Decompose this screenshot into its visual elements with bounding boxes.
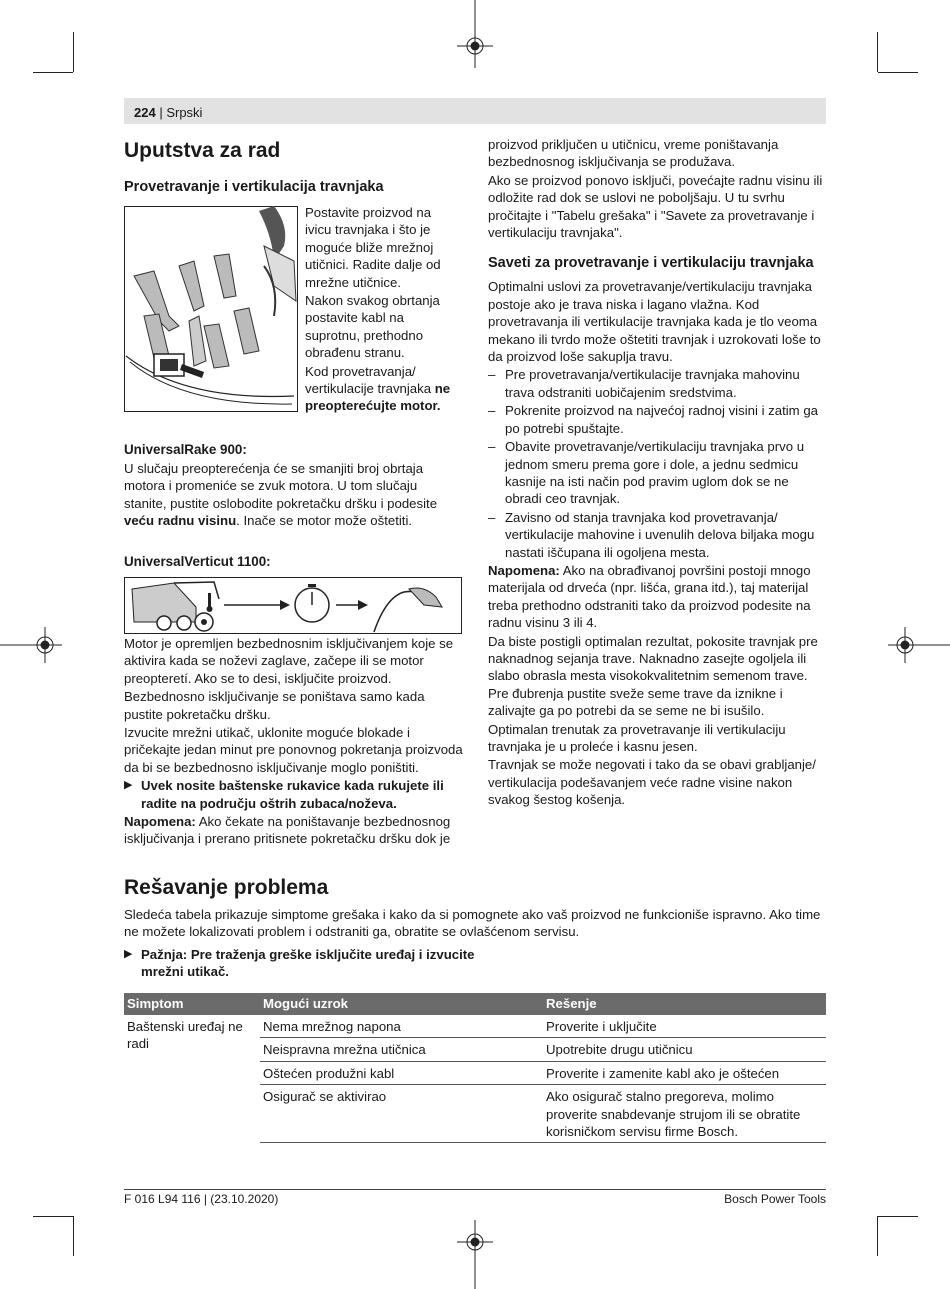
- tips-list-item: – Obavite provetravanje/vertikulaciju travnjaka prvo u jednom smeru prema gore i dole, a jednu sedmicu kasnije na isti način pod pravim uglom dok se ne obradi ceo travnjak.: [488, 439, 805, 507]
- solution-cell: Ako osigurač stalno pregoreva, molimo proverite snabdevanje strujom ili se obratite korisničkom servisu firme Bosch.: [543, 1085, 826, 1143]
- footer-brand: Bosch Power Tools: [724, 1192, 826, 1206]
- solution-cell: Upotrebite drugu utičnicu: [543, 1038, 826, 1061]
- registration-mark-icon: [455, 0, 495, 70]
- closing-paragraph: Travnjak se može negovati i tako da se obavi grabljanje/ vertikulacija podešavanjem veće radne visine nakon svakog šestog košenja.: [488, 757, 816, 808]
- note-label: Napomena:: [124, 814, 196, 830]
- symptom-cell: Baštenski uređaj ne radi: [127, 1019, 243, 1052]
- tips-heading: Saveti za provetravanje i vertikulaciju travnjaka: [488, 255, 814, 272]
- footer-rule: [124, 1189, 826, 1190]
- crop-mark: [878, 1216, 918, 1217]
- table-header: Mogući uzrok: [260, 993, 543, 1015]
- cause-cell: Oštećen produžni kabl: [260, 1061, 543, 1084]
- troubleshooting-warning: ▶ Pažnja: Pre traženja greške isključite uređaj i izvucite mrežni utikač.: [124, 947, 475, 980]
- footer-doc-id: F 016 L94 116 | (23.10.2020): [124, 1192, 279, 1206]
- troubleshooting-intro: Sledeća tabela prikazuje simptome grešaka i kako da si pomognete ako vaš proizvod ne funkcioniše ispravno. Ako time ne možete lokalizovati problem i odstraniti ga, obratite se ovlašćenom servisu.: [124, 907, 821, 940]
- cause-cell: Nema mrežnog napona: [260, 1015, 543, 1038]
- verticut-note: Napomena: Ako čekate na poništavanje bezbednosnog isključivanja i prerano pritisnete pokretačku dršku dok je: [124, 814, 451, 847]
- crop-mark: [878, 72, 918, 73]
- language-label: Srpski: [166, 105, 203, 120]
- rake-heading: UniversalRake 900:: [124, 442, 247, 457]
- figure1-paragraph: Nakon svakog obrtanja postavite kabl na suprotnu, prethodno obrađenu stranu.: [305, 293, 440, 361]
- troubleshooting-title: Rešavanje problema: [124, 876, 329, 899]
- registration-mark-icon: [455, 1220, 495, 1289]
- tips-list-item: – Pokrenite proizvod na najvećoj radnoj visini i zatim ga po potrebi spuštajte.: [488, 403, 818, 436]
- verticut-paragraph: Izvucite mrežni utikač, uklonite moguće blokade i pričekajte jedan minut pre ponovnog pokretanja proizvoda da bi se bezbednosno isključivanje moglo poništiti.: [124, 725, 463, 775]
- continuation-paragraph: proizvod priključen u utičnicu, vreme poništavanja bezbednosnog isključivanja se produžava.: [488, 137, 779, 170]
- crop-mark: [33, 72, 73, 73]
- tips-list-item: – Zavisno od stanja travnjaka kod provetravanja/ vertikulacije mahovine i uvenulih delova biljaka mogu nastati iščupana ili ogoljena mesta.: [488, 509, 815, 560]
- rake-bold: veću radnu visinu: [124, 513, 237, 529]
- page-number: 224: [134, 105, 156, 120]
- crop-mark: [877, 32, 878, 72]
- registration-mark-icon: [888, 625, 950, 665]
- figure1-text: [305, 204, 460, 416]
- section-title: Uputstva za rad: [124, 139, 281, 162]
- registration-mark-icon: [0, 625, 62, 665]
- verticut-paragraph: Motor je opremljen bezbednosnim isključivanjem koje se aktivira kada se noževi zaglave, začepe ili se motor preopteretí. Ako se to desi, isključite proizvod.: [124, 636, 454, 686]
- figure1-paragraph: Postavite proizvod na ivicu travnjaka i što je moguće bliže mrežnoj utičnici. Radite dalje od mrežne utičnice.: [305, 205, 441, 290]
- crop-mark: [877, 1216, 878, 1256]
- table-header: Rešenje: [543, 993, 826, 1015]
- figure1-note-bold: ne preopterećujte motor.: [305, 381, 451, 414]
- gloves-warning: ▶ Uvek nosite baštenske rukavice kada rukujete ili radite na području oštrih zubaca/noževa.: [124, 778, 444, 811]
- verticut-paragraph: Bezbednosno isključivanje se poništava samo kada pustite pokretačku dršku.: [124, 689, 425, 722]
- verticut-heading: UniversalVerticut 1100:: [124, 554, 271, 569]
- tips-note: Napomena: Ako na obrađivanoj površini postoji mnogo materijala od drveća (npr. lišća, grana itd.), taj materijal treba prethodno odstraniti tako da proizvod podesite na radnu visinu 3 ili 4.: [488, 562, 811, 631]
- solution-cell: Proverite i uključite: [543, 1015, 826, 1038]
- table-row: [124, 1015, 826, 1038]
- warning-arrow-icon: ▶: [124, 948, 133, 960]
- table-header: Simptom: [124, 993, 260, 1015]
- continuation-paragraph: Ako se proizvod ponovo isključi, povećajte radnu visinu ili odložite rad dok se uslovi ne poboljšaju. U tu svrhu pročitajte i "Tabelu grešaka" i "Savete za provetravanje i vertikulaciju travnjaka".: [488, 172, 823, 241]
- crop-mark: [33, 1216, 73, 1217]
- solution-cell: Proverite i zamenite kabl ako je oštećen: [543, 1061, 826, 1084]
- lawn-pattern-illustration: [124, 206, 298, 412]
- verticut-section: [124, 635, 464, 848]
- page-header-band: [124, 98, 826, 124]
- verticut-illustration: [124, 577, 462, 634]
- table-header-row: [124, 993, 826, 1015]
- crop-mark: [73, 1216, 74, 1256]
- right-column: [488, 136, 828, 810]
- crop-mark: [73, 32, 74, 72]
- closing-paragraph: Da biste postigli optimalan rezultat, pokosite travnjak pre naknadnog sejanja trave. Naknadno zasejte ogoljela ili slabo obrasla mesta visokokvalitetnim semenom trave. Pre đubrenja pustite sveže seme trave da iznikne i zalivajte ga po potrebi da se seme ne bi isušilo.: [488, 633, 818, 719]
- subsection-heading: Provetravanje i vertikulacija travnjaka: [124, 179, 384, 195]
- note-label: Napomena:: [488, 562, 560, 578]
- closing-paragraph: Optimalan trenutak za provetravanje ili vertikulaciju travnjaka je u proleće i kasnu jesen.: [488, 721, 786, 754]
- cause-cell: Osigurač se aktivirao: [260, 1085, 543, 1143]
- warning-arrow-icon: ▶: [124, 779, 133, 792]
- tips-intro: Optimalni uslovi za provetravanje/vertikulaciju travnjaka postoje ako je trava niska i lagano vlažna. Kod provetravanja ili vertikulacije travnjaka kada je tlo veoma mekano ili tvrdo može oštetiti travnjak i uzrokovati loše to da proizvod loše sakuplja travu.: [488, 279, 821, 365]
- tips-list-item: – Pre provetravanja/vertikulacije travnjaka mahovinu trava odstraniti uobičajenim sredstvima.: [488, 367, 800, 400]
- figure1-note: Kod provetravanja/ vertikulacije travnjaka ne preopterećujte motor.: [305, 363, 451, 414]
- troubleshooting-table: [124, 993, 826, 1143]
- page-header: 224 | Srpski: [134, 105, 203, 120]
- cause-cell: Neispravna mrežna utičnica: [260, 1038, 543, 1061]
- rake-paragraph: U slučaju preopterećenja će se smanjiti broj obrtaja motora i promeniće se zvuk motora. U tom slučaju stanite, pustite oslobodite pokretačku dršku i podesite veću radnu visinu. Inače se motor može oštetiti.: [124, 461, 438, 529]
